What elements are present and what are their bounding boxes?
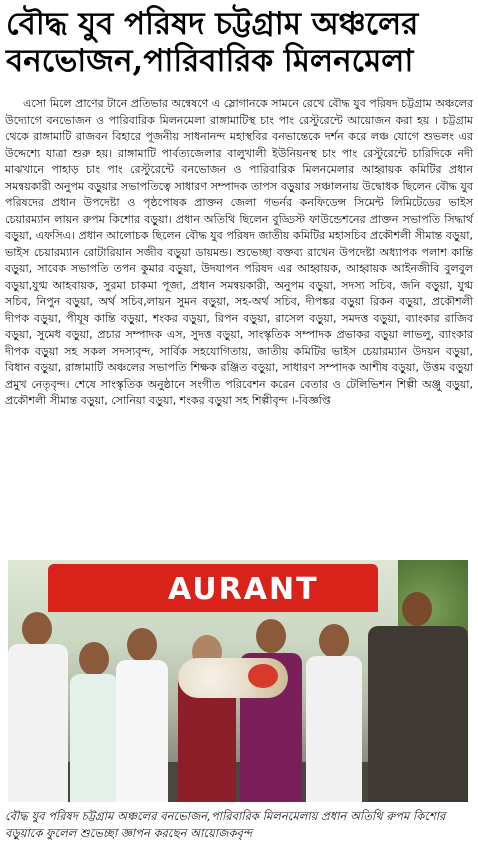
banner-text: AURANT <box>168 572 319 607</box>
headline-line-1: বৌদ্ধ যুব পরিষদ চট্টগ্রাম অঞ্চলের <box>6 6 419 42</box>
article-body: এসো মিলে প্রাণের টানে প্রতিভার অন্বেষণে এ স্লোগানকে সামনে রেখে বৌদ্ধ যুব পরিষদ চট্টগ্রাম অঞ্চলের উদ্যোগে বনভোজন ও পারিবারিক মিলনমেলা রাঙ্গামাটিস্থ চাং পাং রেস্টুরেন্টে আয়োজন করা হয় । চট্টগ্রাম থেকে রাঙ্গামাটি রাজবন বিহারে পূজনীয় সাধনানন্দ মহাস্থবির বনভান্তেকে দর্শন করে লঞ্চ যোগে শুভলং এর উদ্দেশ্যে যাত্রা শুরু হয়। রাঙ্গামাটি পার্বত্যজেলার বালুখালী ইউনিয়নস্থ চাং পাং রেস্টুরেন্টে চারিদিকে নদী মাঝখানে পাহাড় চাং পাং রেস্টুরেন্টে বনভোজন ও পারিবারিক মিলনমেলার আহ্বায়ক কমিটির প্রধান সমন্বয়কারী অনুপম বড়ুয়ার সভাপতিত্বে সাধারণ সম্পাদক তাপস বড়ুয়ার সঞ্চালনায় উদ্বোধক ছিলেন বৌদ্ধ যুব পরিষদের প্রধান উপদেষ্টা ও পৃষ্ঠপোষক প্রাক্তন জেলা গভর্নর কনফিডেন্স সিমেন্ট লিমিটেডের ভাইস চেয়ারম্যান লায়ন রুপম কিশোর বড়ুয়া। প্রধান অতিথি ছিলেন বুড্ডিস্ট ফাউন্ডেশনের প্রাক্তন সভাপতি সিদ্ধার্থ বড়ুয়া, এফসিএ। প্রধান আলোচক ছিলেন বৌদ্ধ যুব পরিষদ জাতীয় কমিটির মহাসচিব প্রকৌশলী সীমান্ত বড়ুয়া, ভাইস চেয়ারম্যান রোটারিয়ান সজীব বড়ুয়া ডায়মন্ড। শুভেচ্ছা বক্তব্য রাখেন উপদেষ্টা অধ্যাপক পলাশ কান্তি বড়ুয়া, সাবেক সভাপতি তপন কুমার বড়ুয়া, উদযাপন পরিষদ এর আহ্বায়ক, আহ্বায়ক আইনজীবি বুলবুল বড়ুয়া,যুগ্ম আহবায়ক, সুরমা চাকমা পূজা, প্রধান সমন্বয়কারী, অনুপম বড়ুয়া, সদস্য সচিব, জনি বড়ুয়া, যুগ্ম সচিব, নিপুন বড়ুয়া, অর্থ সচিব,লায়ন সুমন বড়ুয়া, সহ-অর্থ সচিব, দীপঙ্কর বড়ুয়া রিকন বড়ুয়া, প্রকৌশলী দীপক বড়ুয়া, পীযূষ কান্তি বড়ুয়া, শংকর বড়ুয়া, রিপন বড়ুয়া, রাসেল বড়ুয়া, সমদত্ত বড়ুয়া, ব্যাংকার রাজিব বড়ুয়া, সুমেধ বড়ুয়া, প্রচার সম্পাদক এস, সুদত্ত বড়ুয়া, সাংস্কৃতিক সম্পাদক প্রভাকর বড়ুয়া লাভলু, ব্যাংকার দীপক বড়ুয়া সহ সকল সদস্যবৃন্দ, সার্বিক সহযোগিতায়, জাতীয় কমিটির ভাইস চেয়ারম্যান উদয়ন বড়ুয়া, বিধান বড়ুয়া, রাঙ্গামাটি অঞ্চলের সভাপতি শিক্ষক রঞ্জিত বড়ুয়া, সাধারণ সম্পাদক আশীষ বড়ুয়া, উত্তম বড়ুয়া প্রমুখ নেতৃবৃন্দ। শেষে সাংস্কৃতিক অনুষ্ঠানে সংগীত পরিবেশন করেন বেতার ও টেলিভিশন শিল্পী অঞ্জু বড়ুয়া, প্রকৌশলী সীমান্ত বড়ুয়া, সোনিয়া বড়ুয়া, শংকর বড়ুয়া সহ শিল্পীবৃন্দ ।-বিজ্ঞপ্তি <box>5 97 473 407</box>
headline-line-2: বনভোজন,পারিবারিক মিলনমেলা <box>6 42 414 79</box>
person <box>8 612 68 802</box>
flower-bouquet <box>178 658 288 698</box>
headline <box>6 6 472 79</box>
person <box>178 627 236 802</box>
photo-caption: বৌদ্ধ যুব পরিষদ চট্টগ্রাম অঞ্চলের বনভোজন,পারিবারিক মিলনমেলায় প্রধান অতিথি রুপম কিশোর বড়ুয়াকে ফুলেল শুভেচ্ছা জ্ঞাপন করছেন আয়োজকবৃন্দ <box>5 809 446 840</box>
person <box>306 620 362 802</box>
person <box>70 632 118 802</box>
restaurant-banner <box>48 564 378 612</box>
person <box>368 592 468 802</box>
event-photo <box>8 560 468 802</box>
person <box>240 617 302 802</box>
person <box>116 622 168 802</box>
